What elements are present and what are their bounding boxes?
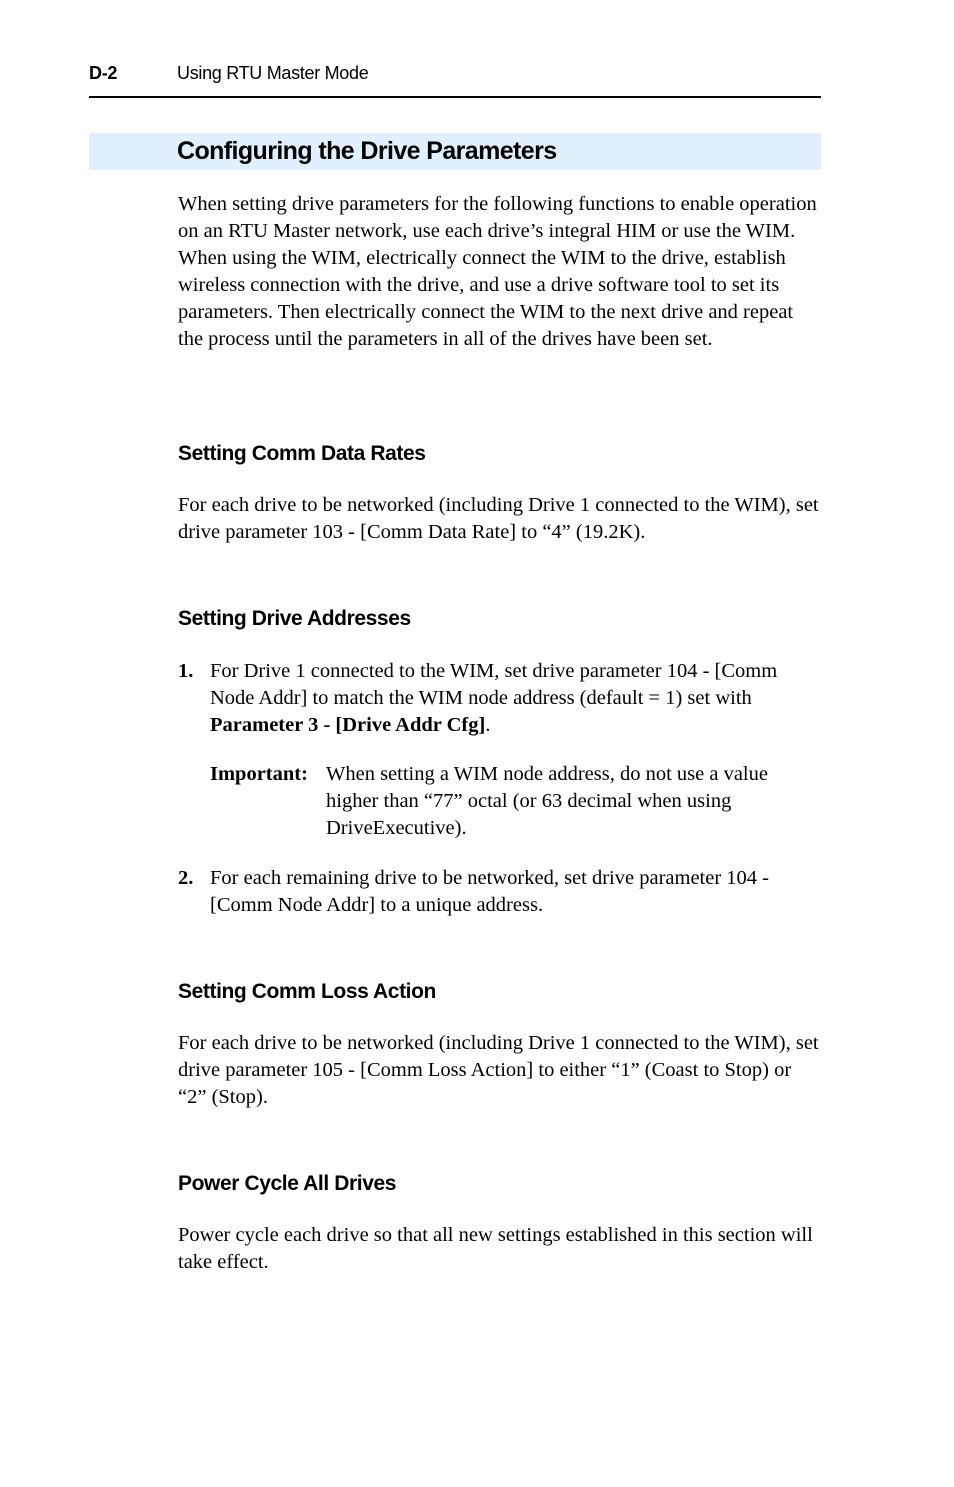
comm-loss-block: [178, 1030, 823, 1111]
step-2-text: For each remaining drive to be networked, set drive parameter 104 - [Comm Node Addr] to a unique address.: [210, 867, 769, 916]
step-2-number: 2.: [178, 867, 194, 889]
heading-power-cycle: Power Cycle All Drives: [178, 1172, 397, 1195]
important-label: Important:: [210, 763, 308, 785]
comm-loss-paragraph: For each drive to be networked (including Drive 1 connected to the WIM), set drive parameter 105 - [Comm Loss Action] to either “1” (Coast to Stop) or “2” (Stop).: [178, 1032, 819, 1108]
running-title: Using RTU Master Mode: [177, 63, 369, 83]
step-1-text: For Drive 1 connected to the WIM, set drive parameter 104 - [Comm Node Addr] to match the WIM node address (default = 1) set with: [210, 660, 778, 709]
running-header: [89, 60, 821, 98]
step-1: [178, 658, 823, 739]
comm-data-rates-block: [178, 492, 823, 546]
important-text: When setting a WIM node address, do not use a value higher than “77” octal (or 63 decimal when using DriveExecutive).: [326, 763, 768, 839]
section-heading-band: [89, 133, 821, 170]
section-title: Configuring the Drive Parameters: [177, 137, 557, 165]
comm-data-rates-paragraph: For each drive to be networked (including Drive 1 connected to the WIM), set drive parameter 103 - [Comm Data Rate] to “4” (19.2K).: [178, 494, 819, 543]
power-cycle-block: [178, 1222, 823, 1276]
intro-paragraph-block: [178, 191, 823, 353]
power-cycle-paragraph: Power cycle each drive so that all new settings established in this section will take effect.: [178, 1224, 813, 1273]
step-1-number: 1.: [178, 660, 194, 682]
step-2: [178, 865, 823, 919]
important-note: [210, 761, 823, 842]
heading-comm-data-rates: Setting Comm Data Rates: [178, 442, 426, 465]
heading-drive-addresses: Setting Drive Addresses: [178, 607, 411, 630]
step-1-parameter-ref: Parameter 3 - [Drive Addr Cfg]: [210, 714, 486, 736]
page-number: D-2: [89, 63, 118, 83]
step-1-period: .: [485, 714, 491, 736]
heading-comm-loss-action: Setting Comm Loss Action: [178, 980, 436, 1003]
intro-paragraph: When setting drive parameters for the following functions to enable operation on an RTU Master network, use each drive’s integral HIM or use the WIM. When using the WIM, electrically connect the WIM to the drive, establish wireless connection with the drive, and use a drive software tool to set its parameters. Then electrically connect the WIM to the next drive and repeat the process until the parameters in all of the drives have been set.: [178, 193, 817, 350]
step-1-text-block: [210, 658, 823, 739]
